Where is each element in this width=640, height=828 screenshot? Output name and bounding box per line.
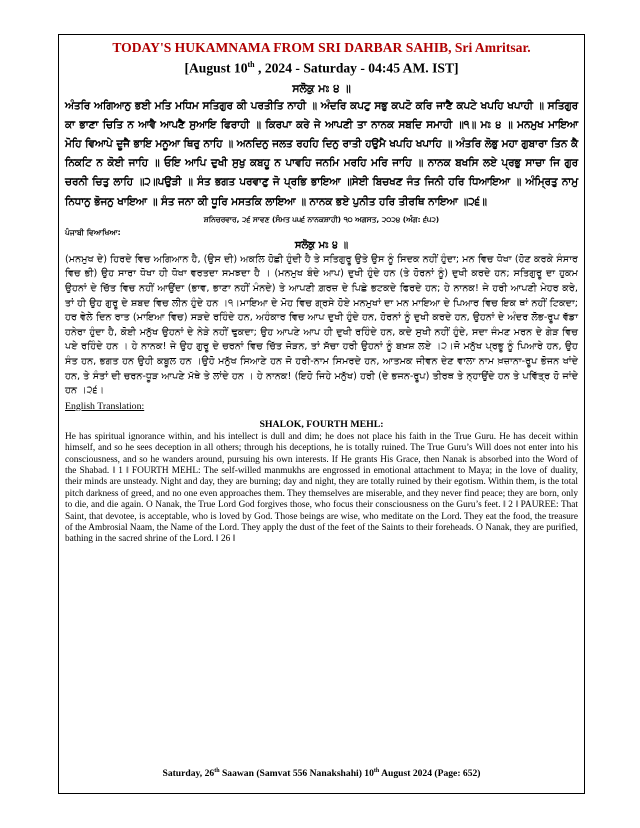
hukamnama-page [58, 34, 585, 794]
punjabi-label: ਪੰਜਾਬੀ ਵਿਆਖਿਆ: [65, 227, 121, 237]
footer-pre: Saturday, 26 [162, 768, 215, 779]
punjabi-text: (ਮਨਮੁਖ ਦੇ) ਹਿਰਦੇ ਵਿਚ ਅਗਿਆਨ ਹੈ, (ਉਸ ਦੀ) ਅਕਲਿ ਹੋਛੀ ਹੁੰਦੀ ਹੈ ਤੇ ਸਤਿਗੁਰੂ ਉਤੇ ਉਸ ਨੂੰ ਸਿਦਕ ਨਹੀਂ ਹੁੰਦਾ; ਮਨ ਵਿਚ ਧੋਖਾ (ਹੋਣ ਕਰਕੇ ਸੰਸਾਰ ਵਿਚ ਭੀ) ਉਹ ਸਾਰਾ ਧੋਖਾ ਹੀ ਧੋਖਾ ਵਰਤਦਾ ਸਮਝਦਾ ਹੈ । (ਮਨਮੁਖ ਬੰਦੇ ਆਪ) ਦੁਖੀ ਹੁੰਦੇ ਹਨ (ਤੇ ਹੋਰਨਾਂ ਨੂੰ) ਦੁਖੀ ਕਰਦੇ ਹਨ; ਸਤਿਗੁਰੂ ਦਾ ਹੁਕਮ ਉਹਨਾਂ ਦੇ ਚਿੱਤ ਵਿਚ ਨਹੀਂ ਆਉਂਦਾ (ਭਾਵ, ਭਾਣਾ ਨਹੀਂ ਮੰਨਦੇ) ਤੇ ਆਪਣੀ ਗ਼ਰਜ਼ ਦੇ ਪਿਛੇ ਭਟਕਦੇ ਫਿਰਦੇ ਹਨ; ਹੇ ਨਾਨਕ! ਜੇ ਹਰੀ ਆਪਣੀ ਮੇਹਰ ਕਰੇ, ਤਾਂ ਹੀ ਉਹ ਗੁਰੂ ਦੇ ਸ਼ਬਦ ਵਿਚ ਲੀਨ ਹੁੰਦੇ ਹਨ ।੧।ਮਾਇਆ ਦੇ ਮੋਹ ਵਿਚ ਗ੍ਰਸੇ ਹੋਏ ਮਨਮੁਖਾਂ ਦਾ ਮਨ ਮਾਇਆ ਦੇ ਪਿਆਰ ਵਿਚ ਇਕ ਥਾਂ ਨਹੀਂ ਟਿਕਦਾ; ਹਰ ਵੇਲੇ ਦਿਨ ਰਾਤ (ਮਾਇਆ ਵਿਚ) ਸੜਦੇ ਰਹਿੰਦੇ ਹਨ, ਅਹੰਕਾਰ ਵਿਚ ਆਪ ਦੁਖੀ ਹੁੰਦੇ ਹਨ, ਹੋਰਨਾਂ ਨੂੰ ਦੁਖੀ ਕਰਦੇ ਹਨ, ਉਹਨਾਂ ਦੇ ਅੰਦਰ ਲੋਭ-ਰੂਪ ਵੱਡਾ ਹਨੇਰਾ ਹੁੰਦਾ ਹੈ, ਕੋਈ ਮਨੁੱਖ ਉਹਨਾਂ ਦੇ ਨੇੜੇ ਨਹੀਂ ਢੁਕਦਾ; ਉਹ ਆਪਣੇ ਆਪ ਹੀ ਦੁਖੀ ਰਹਿੰਦੇ ਹਨ, ਕਦੇ ਸੁਖੀ ਨਹੀਂ ਹੁੰਦੇ, ਸਦਾ ਜੰਮਣ ਮਰਨ ਦੇ ਗੇੜ ਵਿਚ ਪਏ ਰਹਿੰਦੇ ਹਨ । ਹੇ ਨਾਨਕ! ਜੇ ਉਹ ਗੁਰੂ ਦੇ ਚਰਨਾਂ ਵਿਚ ਚਿੱਤ ਜੋੜਨ, ਤਾਂ ਸੱਚਾ ਹਰੀ ਉਹਨਾਂ ਨੂੰ ਬਖ਼ਸ਼ ਲਏ ।੨।ਜੋ ਮਨੁੱਖ ਪ੍ਰਭੂ ਨੂੰ ਪਿਆਰੇ ਹਨ, ਉਹ ਸੰਤ ਹਨ, ਭਗਤ ਹਨ ਉਹੀ ਕਬੂਲ ਹਨ ।ਉਹੋ ਮਨੁੱਖ ਸਿਆਣੇ ਹਨ ਜੋ ਹਰੀ-ਨਾਮ ਸਿਮਰਦੇ ਹਨ, ਆਤਮਕ ਜੀਵਨ ਦੇਣ ਵਾਲਾ ਨਾਮ ਖ਼ਜ਼ਾਨਾ-ਰੂਪ ਭੋਜਨ ਖਾਂਦੇ ਹਨ, ਤੇ ਸੰਤਾਂ ਦੀ ਚਰਨ-ਧੂੜ ਆਪਣੇ ਮੱਥੇ ਤੇ ਲਾਂਦੇ ਹਨ । ਹੇ ਨਾਨਕ! (ਇਹੋ ਜਿਹੇ ਮਨੁੱਖ) ਹਰੀ (ਦੇ ਭਜਨ-ਰੂਪ) ਤੀਰਥ ਤੇ ਨ੍ਹਾਉਂਦੇ ਹਨ ਤੇ ਪਵਿੱਤ੍ਰ ਹੋ ਜਾਂਦੇ ਹਨ ।੨੬। [65, 253, 578, 397]
gurmukhi-text: ਅੰਤਰਿ ਅਗਿਆਨੁ ਭਈ ਮਤਿ ਮਧਿਮ ਸਤਿਗੁਰ ਕੀ ਪਰਤੀਤਿ ਨਾਹੀ ॥ ਅੰਦਰਿ ਕਪਟੁ ਸਭੁ ਕਪਟੋ ਕਰਿ ਜਾਣੈ ਕਪਟੇ ਖਪਹਿ ਖਪਾਹੀ ॥ ਸਤਿਗੁਰ ਕਾ ਭਾਣਾ ਚਿਤਿ ਨ ਆਵੈ ਆਪਣੈ ਸੁਆਇ ਫਿਰਾਹੀ ॥ ਕਿਰਪਾ ਕਰੇ ਜੇ ਆਪਣੀ ਤਾ ਨਾਨਕ ਸਬਦਿ ਸਮਾਹੀ ॥੧॥ ਮਃ ੪ ॥ ਮਨਮੁਖ ਮਾਇਆ ਮੋਹਿ ਵਿਆਪੇ ਦੂਜੈ ਭਾਇ ਮਨੂਆ ਥਿਰੁ ਨਾਹਿ ॥ ਅਨਦਿਨੁ ਜਲਤ ਰਹਹਿ ਦਿਨੁ ਰਾਤੀ ਹਉਮੈ ਖਪਹਿ ਖਪਾਹਿ ॥ ਅੰਤਰਿ ਲੋਭੁ ਮਹਾ ਗੁਬਾਰਾ ਤਿਨ ਕੈ ਨਿਕਟਿ ਨ ਕੋਈ ਜਾਹਿ ॥ ਓਇ ਆਪਿ ਦੁਖੀ ਸੁਖੁ ਕਬਹੂ ਨ ਪਾਵਹਿ ਜਨਮਿ ਮਰਹਿ ਮਰਿ ਜਾਹਿ ॥ ਨਾਨਕ ਬਖਸਿ ਲਏ ਪ੍ਰਭੁ ਸਾਚਾ ਜਿ ਗੁਰ ਚਰਨੀ ਚਿਤੁ ਲਾਹਿ ॥੨॥ਪਉੜੀ ॥ ਸੰਤ ਭਗਤ ਪਰਵਾਣੁ ਜੋ ਪ੍ਰਭਿ ਭਾਇਆ ॥ਸੇਈ ਬਿਚਖਣ ਜੰਤ ਜਿਨੀ ਹਰਿ ਧਿਆਇਆ ॥ ਅੰਮ੍ਰਿਤੁ ਨਾਮੁ ਨਿਧਾਨੁ ਭੋਜਨੁ ਖਾਇਆ ॥ ਸੰਤ ਜਨਾ ਕੀ ਧੂਰਿ ਮਸਤਕਿ ਲਾਇਆ ॥ ਨਾਨਕ ਭਏ ਪੁਨੀਤ ਹਰਿ ਤੀਰਥਿ ਨਾਇਆ ॥੨੬॥ [65, 99, 578, 208]
punjabi-heading: ਸਲੋਕੁ ਮਃ ੪ ॥ [294, 239, 349, 251]
date-post: , 2024 - Saturday - 04:45 AM. IST] [254, 60, 459, 76]
date-pre: [August 10 [184, 60, 248, 76]
english-heading: SHALOK, FOURTH MEHL: [259, 418, 384, 430]
date-line-english [65, 56, 578, 78]
page-title: TODAY'S HUKAMNAMA FROM SRI DARBAR SAHIB, Sri Amritsar. [112, 40, 531, 55]
gurmukhi-heading: ਸਲੋਕੁ ਮਃ ੪ ॥ [292, 81, 351, 95]
punjabi-date-line: ਸ਼ਨਿਚਰਵਾਰ, ੨੬ ਸਾਵਣ (ਸੰਮਤ ੫੫੬ ਨਾਨਕਸ਼ਾਹੀ) ੧੦ ਅਗਸਤ, ੨੦੨੪ (ਅੰਗ: ੬੫੨) [203, 214, 440, 224]
date-sup: th [247, 60, 255, 69]
footer-mid: Saawan (Samvat 556 Nanakshahi) 10 [219, 768, 374, 779]
footer-post: August 2024 (Page: 652) [379, 768, 481, 779]
english-label: English Translation: [65, 400, 145, 412]
footer-date [59, 764, 584, 781]
header [65, 39, 578, 78]
footer-sup1: th [214, 767, 220, 774]
english-text: He has spiritual ignorance within, and his intellect is dull and dim; he does not place his faith in the True Guru. He has deceit within himself, and so he sees deception in all others; through his deceptions, he is totally ruined. The True Guru’s Will does not enter into his consciousness, and so he wanders around, pursuing his own interests. If He grants His Grace, then Nanak is absorbed into the Word of the Shabad. ‖ 1 ‖ FOURTH MEHL: The self-willed manmukhs are engrossed in emotional attachment to Maya; in the love of duality, their minds are unsteady. Night and day, they are burning; day and night, they are totally ruined by their egotism. Within them, is the total pitch darkness of greed, and no one even approaches them. They themselves are miserable, and they never find peace; they are born, only to die, and die again. O Nanak, the True Lord God forgives those, who focus their consciousness on the Guru’s feet. ‖ 2 ‖ PAUREE: That Saint, that devotee, is acceptable, who is loved by God. Those beings are wise, who meditate on the Lord. They eat the food, the treasure of the Ambrosial Naam, the Name of the Lord. They apply the dust of the feet of the Saints to their foreheads. O Nanak, they are purified, bathing in the sacred shrine of the Lord. ‖ 26 ‖ [65, 431, 578, 545]
footer-sup2: th [373, 767, 380, 774]
